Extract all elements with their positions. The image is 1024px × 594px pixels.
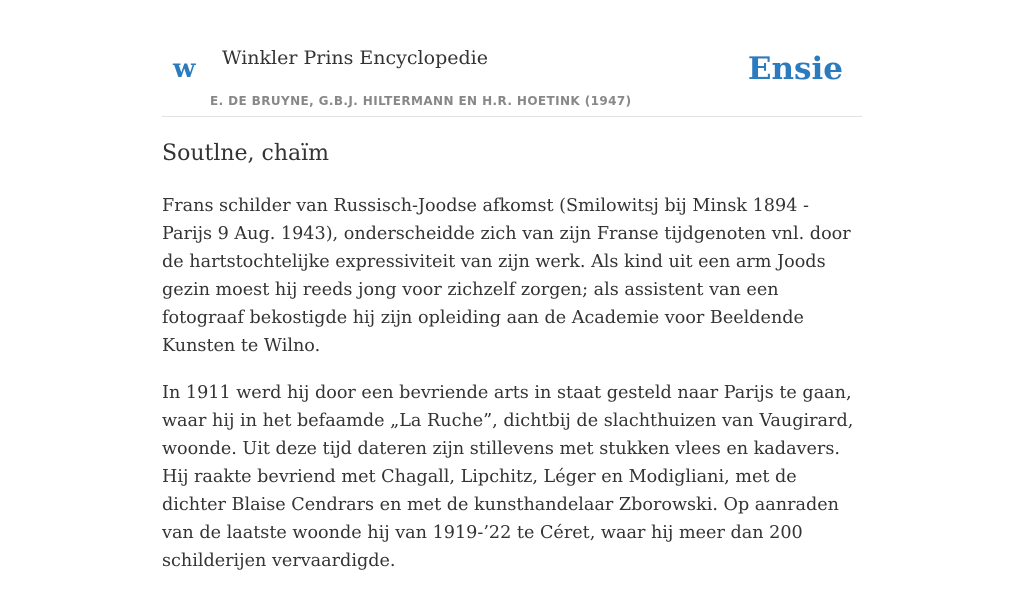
- article-paragraph: In 1911 werd hij door een bevriende arts in staat gesteld naar Parijs te gaan, waar hij in het befaamde „La Ruche”, dichtbij de slachthuizen van Vaugirard, woonde. Uit deze tijd dateren zijn stillevens met stukken vlees en kadavers. Hij raakte bevriend met Chagall, Lipchitz, Léger en Modigliani, met de dichter Blaise Cendrars en met de kunsthandelaar Zborowski. Op aanraden van de laatste woonde hij van 1919-’22 te Céret, waar hij meer dan 200 schilderijen vervaardigde.: [162, 383, 854, 571]
- page: [162, 0, 862, 571]
- source-title[interactable]: Winkler Prins Encyclopedie: [222, 47, 488, 69]
- article-paragraph: Frans schilder van Russisch-Joodse afkomst (Smilowitsj bij Minsk 1894 - Parijs 9 Aug. 1943), onderscheidde zich van zijn Franse tijdgenoten vnl. door de hartstochtelijke expressiviteit van zijn werk. Als kind uit een arm Joods gezin moest hij reeds jong voor zichzelf zorgen; als assistent van een fotograaf bekostigde hij zijn opleiding aan de Academie voor Beeldende Kunsten te Wilno.: [162, 196, 851, 356]
- brand-logo[interactable]: Ensie: [747, 51, 843, 87]
- header: [162, 0, 862, 117]
- article-title: Soutlne, chaïm: [162, 141, 330, 166]
- article-body: [162, 192, 862, 594]
- source-authors: E. DE BRUYNE, G.B.J. HILTERMANN EN H.R. HOETINK (1947): [210, 94, 632, 108]
- encyclopedia-logo-icon[interactable]: w: [173, 54, 196, 84]
